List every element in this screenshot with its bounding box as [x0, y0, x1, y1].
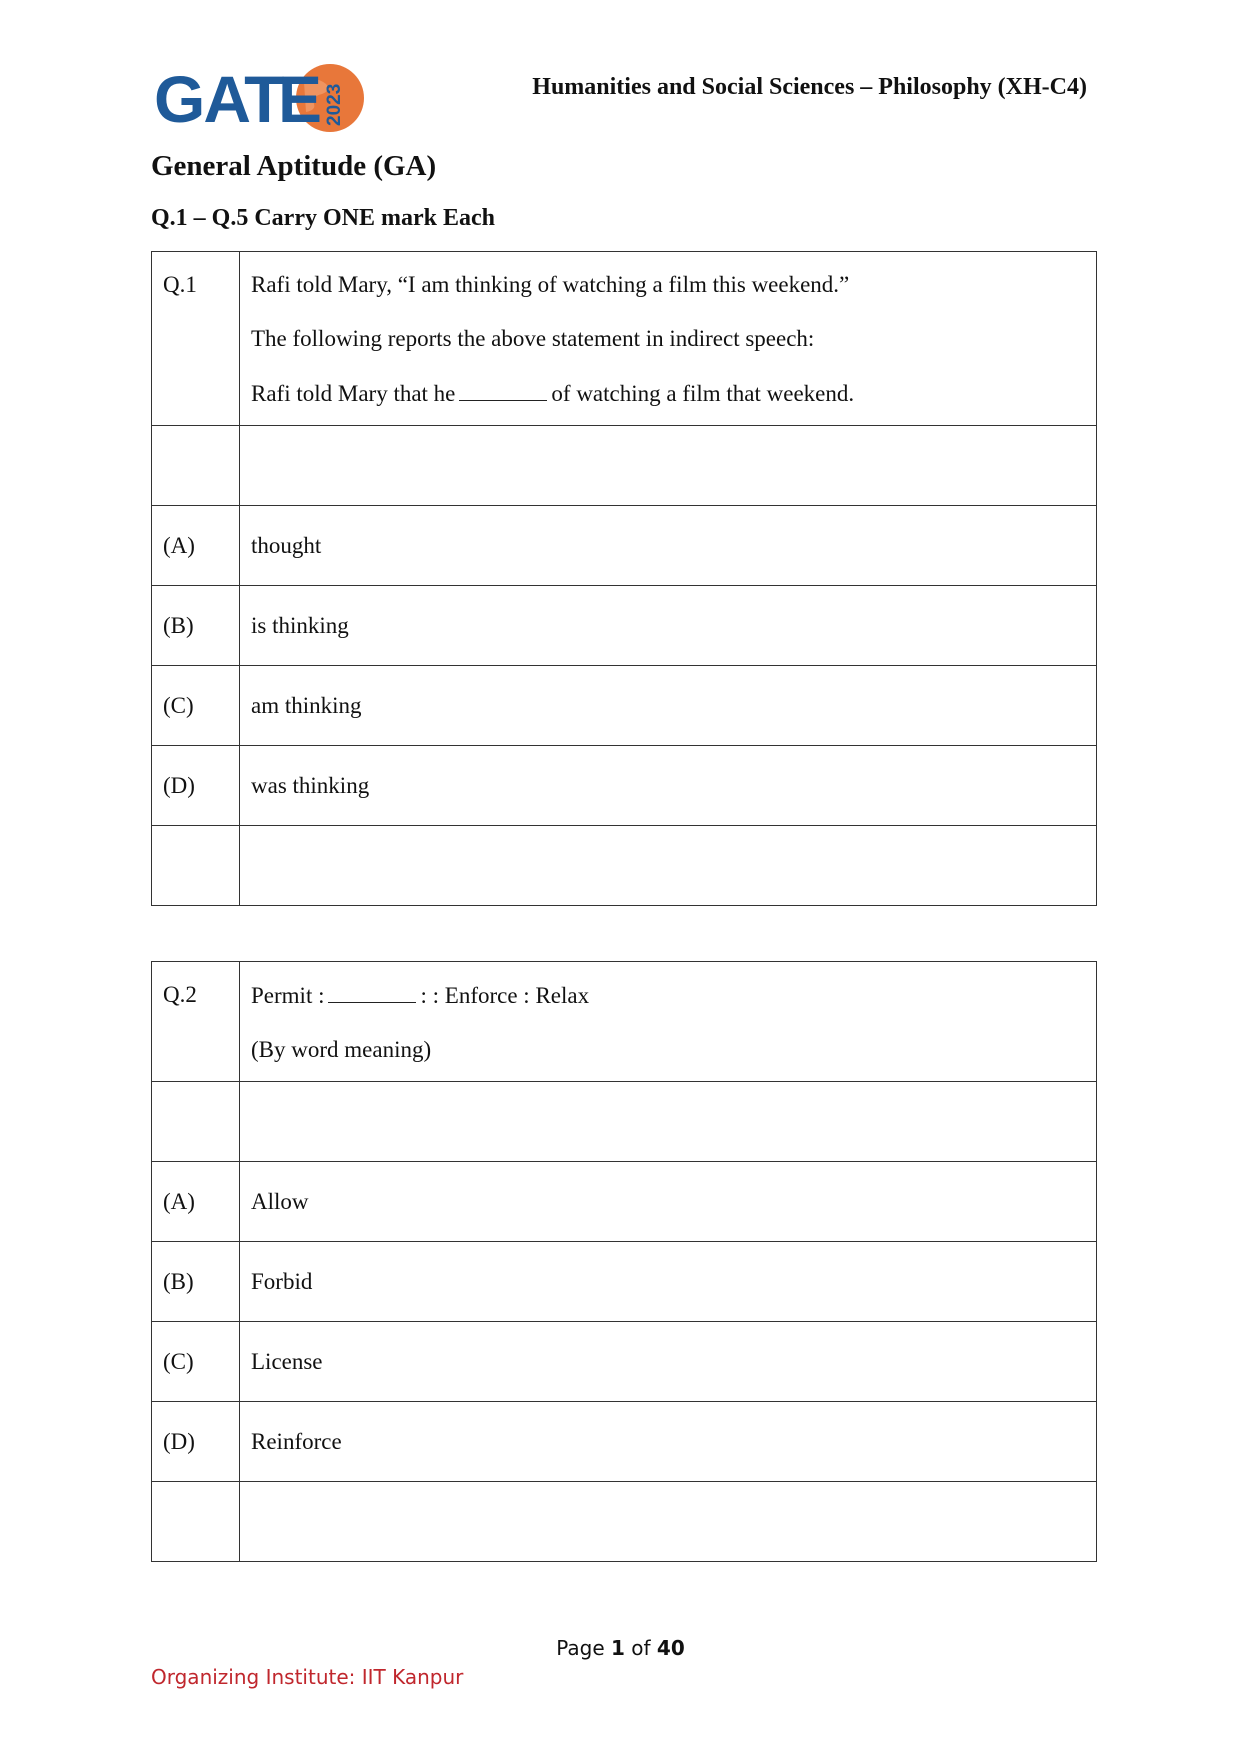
question-text-line: Rafi told Mary, “I am thinking of watching a film this weekend.”: [251, 272, 850, 297]
paper-title: Humanities and Social Sciences – Philosophy (XH-C4): [532, 74, 1087, 100]
blank-line-after: of watching a film that weekend.: [551, 381, 855, 406]
page-total: 40: [656, 1636, 685, 1660]
page-number: [0, 1636, 1241, 1660]
spacer-row: [152, 1482, 1097, 1562]
option-text: Allow: [240, 1162, 1097, 1242]
option-label: (D): [152, 746, 240, 826]
question-2-stem-row: [152, 962, 1097, 1082]
page-current: 1: [611, 1636, 625, 1660]
question-2-table: [151, 961, 1097, 1562]
question-text-line: (By word meaning): [251, 1037, 432, 1062]
option-label: (B): [152, 1242, 240, 1322]
spacer-row: [152, 1082, 1097, 1162]
svg-text:E: E: [278, 62, 323, 136]
option-label: (A): [152, 506, 240, 586]
svg-text:2023: 2023: [324, 83, 345, 126]
question-text-line: The following reports the above statement in indirect speech:: [251, 326, 815, 351]
option-text: thought: [240, 506, 1097, 586]
answer-blank: [328, 982, 416, 1003]
question-1-table: [151, 251, 1097, 906]
spacer-row: [152, 826, 1097, 906]
option-text: was thinking: [240, 746, 1097, 826]
blank-line-before: Rafi told Mary that he: [251, 381, 456, 406]
question-1-stem-row: [152, 252, 1097, 426]
page-prefix: Page: [556, 1636, 605, 1660]
option-label: (A): [152, 1162, 240, 1242]
option-label: (D): [152, 1402, 240, 1482]
question-text-line: [251, 380, 1085, 407]
question-text-line: [251, 982, 1085, 1009]
section-subtitle: Q.1 – Q.5 Carry ONE mark Each: [151, 205, 495, 231]
analogy-before: Permit :: [251, 983, 325, 1008]
option-label: (B): [152, 586, 240, 666]
option-row[interactable]: [152, 1322, 1097, 1402]
svg-text:GAT: GAT: [154, 62, 283, 136]
option-row[interactable]: [152, 1402, 1097, 1482]
option-label: (C): [152, 666, 240, 746]
option-text: Forbid: [240, 1242, 1097, 1322]
option-row[interactable]: [152, 1162, 1097, 1242]
option-row[interactable]: [152, 666, 1097, 746]
question-number: Q.1: [152, 252, 240, 426]
question-2-text: [240, 962, 1097, 1082]
page-of: of: [631, 1636, 651, 1660]
option-text: am thinking: [240, 666, 1097, 746]
option-row[interactable]: [152, 1242, 1097, 1322]
question-number: Q.2: [152, 962, 240, 1082]
option-text: Reinforce: [240, 1402, 1097, 1482]
option-row[interactable]: [152, 506, 1097, 586]
spacer-row: [152, 426, 1097, 506]
gate-logo-graphic: [154, 58, 364, 138]
option-row[interactable]: [152, 586, 1097, 666]
option-label: (C): [152, 1322, 240, 1402]
option-text: is thinking: [240, 586, 1097, 666]
gate-2023-logo: [154, 58, 364, 138]
question-1-text: [240, 252, 1097, 426]
option-row[interactable]: [152, 746, 1097, 826]
answer-blank: [459, 380, 547, 401]
analogy-after: : : Enforce : Relax: [420, 983, 590, 1008]
section-title: General Aptitude (GA): [151, 150, 437, 182]
option-text: License: [240, 1322, 1097, 1402]
organizing-institute: Organizing Institute: IIT Kanpur: [151, 1665, 464, 1689]
